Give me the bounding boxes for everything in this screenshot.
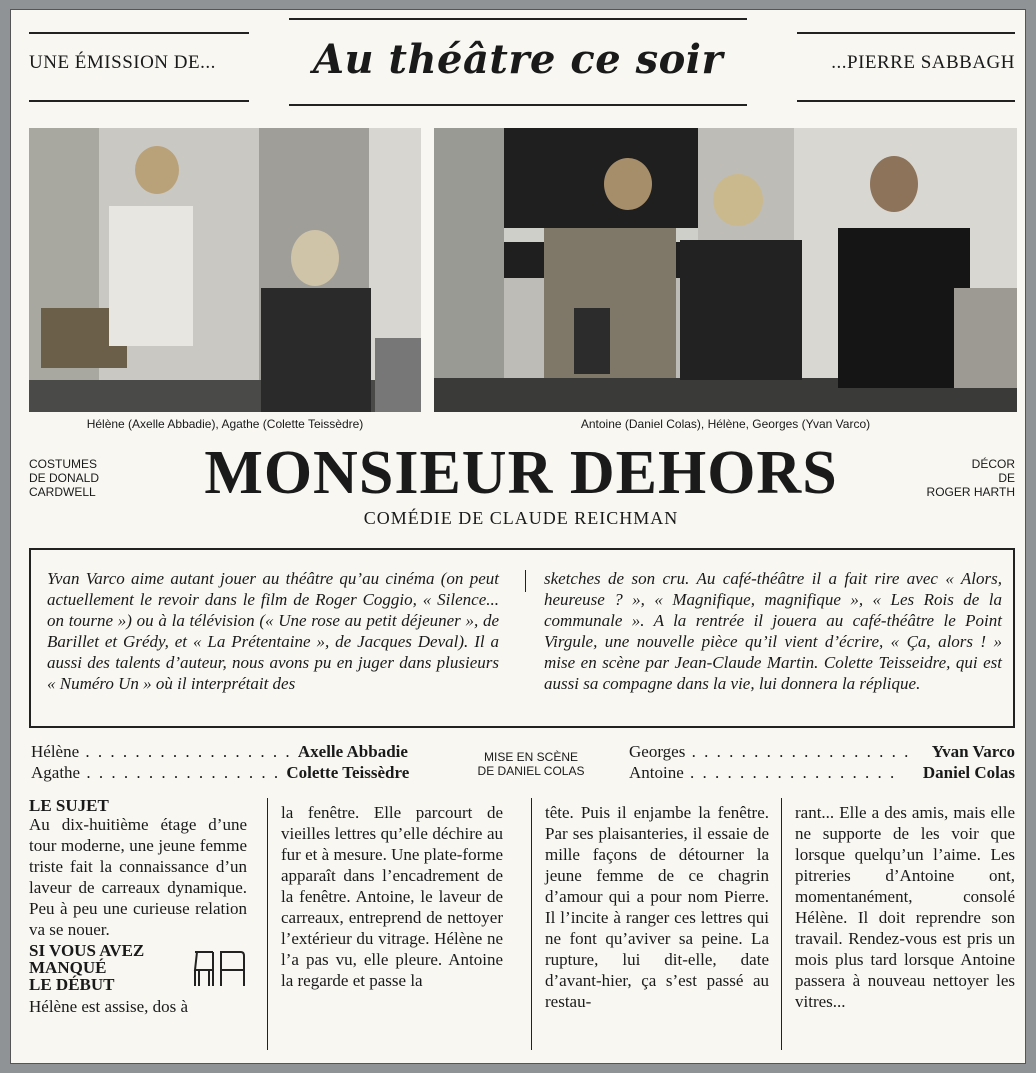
cast-row <box>31 742 408 762</box>
header-right-text: ...PIERRE SABBAGH <box>831 52 1015 73</box>
cast-role: Georges <box>629 742 686 761</box>
column-rule <box>267 798 268 1050</box>
header-rule <box>289 104 747 106</box>
header-rule <box>29 100 249 102</box>
article-column-4: rant... Elle a des amis, mais elle ne supporte de les voir que lorsque quelqu’un l’aime. Les pitreries d’Antoine ont, momentanément, consolé Hélène. Il doit reprendre son travail. Rendez-vous est pris un mois plus tard lorsque Antoine passera à nouveau nettoyer les vitres... <box>795 803 1015 1011</box>
show-title: Au théâtre ce soir <box>312 36 724 83</box>
header-rule <box>797 32 1015 34</box>
cast-role: Agathe <box>31 763 81 782</box>
dot-leader: . . . . . . . . . . . . . . . . . <box>683 763 897 782</box>
credit-line: DÉCOR <box>971 457 1015 471</box>
header-rule <box>289 18 747 20</box>
credit-line: CARDWELL <box>29 485 96 499</box>
credit-line: DE DANIEL COLAS <box>477 764 585 778</box>
cast-role: Hélène <box>31 742 80 761</box>
column-rule <box>531 798 532 1050</box>
dot-leader: . . . . . . . . . . . . . . . . . . <box>685 742 911 761</box>
dot-leader: . . . . . . . . . . . . . . . . <box>80 763 287 782</box>
photo-helene-agathe <box>29 128 421 412</box>
photo-left-caption: Hélène (Axelle Abbadie), Agathe (Colette Teissèdre) <box>86 417 364 431</box>
section-heading-line: LE DÉBUT <box>29 975 115 994</box>
credit-line: ROGER HARTH <box>926 485 1015 499</box>
section-heading-line: MANQUÉ <box>29 958 107 977</box>
cast-actor: Axelle Abbadie <box>297 742 408 761</box>
cast-actor: Colette Teissèdre <box>286 763 410 782</box>
director-credit <box>451 750 611 778</box>
play-subtitle: COMÉDIE DE CLAUDE REICHMAN <box>363 508 679 528</box>
article-paragraph: Au dix-huitième étage d’une tour moderne, une jeune femme triste fait la connaissance d’un laveur de carreaux dynamique. Peu à peu une curieuse relation va se nouer. <box>29 815 247 939</box>
photo-antoine-helene-georges <box>434 128 1017 412</box>
cast-row <box>31 763 409 783</box>
cast-actor: Yvan Varco <box>931 742 1015 761</box>
article-column-3: tête. Puis il enjambe la fenêtre. Par ses plaisanteries, il essaie de mille façons de détourner la jeune femme de ce chagrin d’amour qui a pour nom Pierre. Il l’incite à ranger ces lettres qui ne font qu’aviver sa peine. La rupture, lui dit-elle, date d’avant-hier, ça s’est passé au restau- <box>545 803 769 1011</box>
intro-column-rule <box>525 570 526 592</box>
section-heading: LE SUJET <box>29 796 109 815</box>
costumes-credit <box>29 457 99 499</box>
credit-line: DE <box>998 471 1015 485</box>
article-column-1 <box>29 797 255 1017</box>
article-paragraph: Hélène est assise, dos à <box>29 997 189 1016</box>
intro-right-column: sketches de son cru. Au café-théâtre il a fait rire avec « Alors, heureuse ? », « Magnifique, magnifique », « Les Rois de la communale ». A la rentrée il jouera au café-théâtre le Point Virgule, une nouvelle pièce qu’il vient d’écrire, « Ça, alors ! » mise en scène par Jean-Claude Martin. Colette Teisseidre, qui est aussi sa compagne dans la vie, lui donnera la réplique. <box>544 569 1002 693</box>
section-heading-line: SI VOUS AVEZ <box>29 941 145 960</box>
article-column-2: la fenêtre. Elle parcourt de vieilles lettres qu’elle déchire au fur et à mesure. Une plate-forme apparaît dans l’encadrement de la fenêtre. Antoine, le laveur de carreaux, entreprend de nettoyer l’extérieur du vitrage. Hélène ne l’a pas vu, elle pleure. Antoine la regarde et passe la <box>281 803 503 990</box>
header-rule <box>797 100 1015 102</box>
photo-illustration <box>434 128 1017 412</box>
magazine-page <box>10 9 1026 1064</box>
chairs-icon <box>191 948 247 988</box>
header-rule <box>29 32 249 34</box>
intro-left-column: Yvan Varco aime autant jouer au théâtre qu’au cinéma (on peut actuellement le revoir dans le film de Roger Coggio, « Silence... on tourne ») ou à la télévision (« Une rose au petit déjeuner », de Barillet et Grédy, et « La Prétentaine », de Jacques Deval). Il a aussi des talents d’auteur, nous avons pu en juger dans plusieurs « Numéro Un » où il interprétait des <box>47 569 499 693</box>
credit-line: MISE EN SCÈNE <box>483 750 579 764</box>
section-heading-block <box>29 942 255 996</box>
cast-row <box>629 742 1015 762</box>
dot-leader: . . . . . . . . . . . . . . . . . <box>79 742 298 761</box>
photo-illustration <box>29 128 421 412</box>
photo-right-caption: Antoine (Daniel Colas), Hélène, Georges (Yvan Varco) <box>580 417 871 431</box>
header-left-text: UNE ÉMISSION DE... <box>29 52 216 73</box>
credit-line: COSTUMES <box>29 457 98 471</box>
cast-role: Antoine <box>629 763 684 782</box>
cast-row <box>629 763 1015 783</box>
play-title: MONSIEUR DEHORS <box>204 439 838 507</box>
column-rule <box>781 798 782 1050</box>
credit-line: DE DONALD <box>29 471 100 485</box>
cast-actor: Daniel Colas <box>922 763 1015 782</box>
